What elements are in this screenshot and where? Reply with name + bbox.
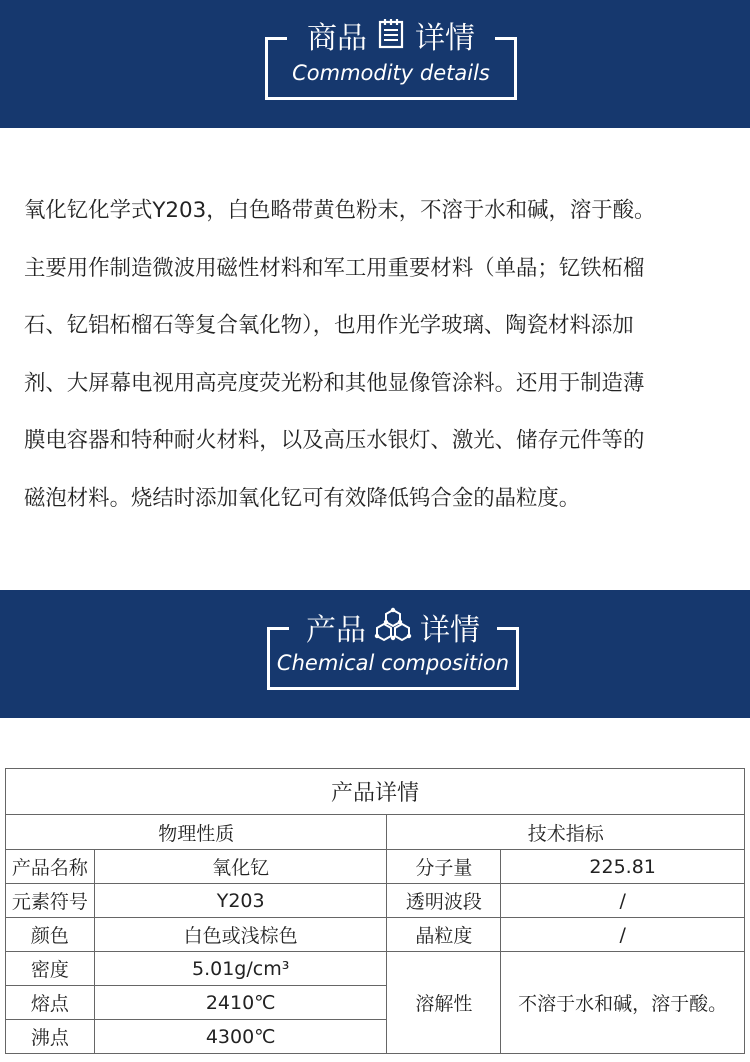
row-value: 氧化钇 [94,850,387,884]
description-line: 磁泡材料。烧结时添加氧化钇可有效降低钨合金的晶粒度。 [24,485,581,511]
header-banner-composition [0,590,750,718]
row-value: 225.81 [501,850,745,884]
description-line: 石、钇铝柘榴石等复合氧化物），也用作光学玻璃、陶瓷材料添加 [24,313,634,338]
row-label: 沸点 [6,1020,95,1054]
title-right: 详情 [420,612,480,648]
description-line: 膜电容器和特种耐火材料，以及高压水银灯、激光、储存元件等的 [24,428,645,453]
header-banner-commodity [0,0,750,128]
row-value: 不溶于水和碱，溶于酸。 [501,952,745,1054]
row-label: 透明波段 [387,884,501,918]
row-label: 密度 [6,952,95,986]
row-value: / [501,884,745,918]
subtitle: Commodity details [292,61,490,85]
table-row [6,850,745,884]
row-label: 溶解性 [387,952,501,1054]
row-value: 5.01g/cm³ [94,952,387,986]
table-header-row [6,815,745,850]
row-value: 4300℃ [94,1020,387,1054]
molecule-icon [374,607,412,654]
row-label: 晶粒度 [387,918,501,952]
notepad-icon [375,17,407,60]
row-value: 2410℃ [94,986,387,1020]
row-label: 分子量 [387,850,501,884]
table-title-row [6,769,745,815]
description-line: 氧化钇化学式Y203，白色略带黄色粉末，不溶于水和碱，溶于酸。 [24,198,656,223]
title-right: 详情 [415,20,475,56]
table-title: 产品详情 [6,769,745,815]
row-label: 颜色 [6,918,95,952]
title-frame [267,612,519,690]
row-label: 产品名称 [6,850,95,884]
header-technical: 技术指标 [387,815,745,850]
row-label: 元素符号 [6,884,95,918]
title-frame [265,20,517,100]
table-row [6,952,745,986]
description-text [24,182,724,527]
row-value: / [501,918,745,952]
subtitle: Chemical composition [276,651,510,675]
product-details-table [5,768,745,1054]
row-value: 白色或浅棕色 [94,918,387,952]
table-row [6,918,745,952]
row-label: 熔点 [6,986,95,1020]
table-row [6,884,745,918]
row-value: Y203 [94,884,387,918]
description-line: 主要用作制造微波用磁性材料和军工用重要材料（单晶；钇铁柘榴 [24,255,645,281]
description-line: 剂、大屏幕电视用高亮度荧光粉和其他显像管涂料。还用于制造薄 [24,370,645,396]
header-physical: 物理性质 [6,815,387,850]
title-left: 商品 [307,20,367,56]
title-left: 产品 [306,612,366,648]
